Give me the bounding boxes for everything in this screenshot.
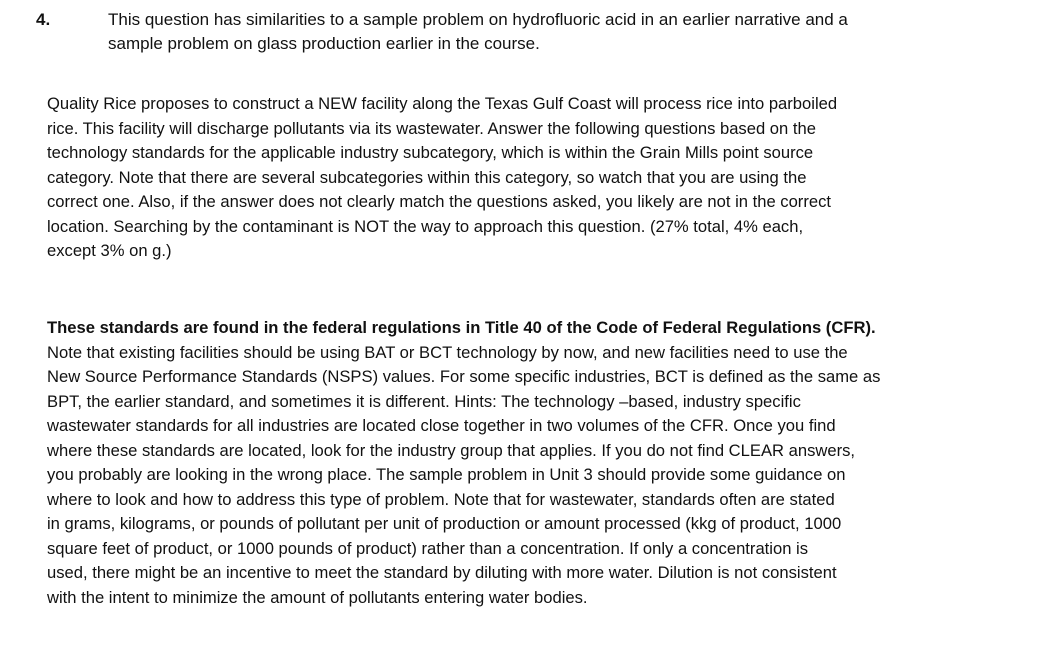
paragraph-line: BPT, the earlier standard, and sometimes it is different. Hints: The technology –based, industry specific <box>47 391 801 411</box>
paragraph-line: except 3% on g.) <box>47 241 172 260</box>
question-header <box>36 8 1026 56</box>
paragraph-line: technology standards for the applicable industry subcategory, which is within the Grain Mills point source <box>47 143 814 162</box>
paragraph-line: New Source Performance Standards (NSPS) values. For some specific industries, BCT is defined as the same as <box>47 367 881 386</box>
problem-statement-paragraph <box>47 92 1032 264</box>
paragraph-line: correct one. Also, if the answer does not clearly match the questions asked, you likely are not in the correct <box>47 192 831 211</box>
bold-heading-line: These standards are found in the federal regulations in Title 40 of the Code of Federal Regulations (CFR). <box>47 318 876 337</box>
paragraph-line: where to look and how to address this type of problem. Note that for wastewater, standards often are stated <box>47 489 835 509</box>
question-number: 4. <box>36 10 51 29</box>
paragraph-line: location. Searching by the contaminant is NOT the way to approach this question. (27% total, 4% each, <box>47 216 804 236</box>
paragraph-line: where these standards are located, look for the industry group that applies. If you do not find CLEAR answers, <box>47 440 856 460</box>
paragraph-line: in grams, kilograms, or pounds of pollutant per unit of production or amount processed (kkg of product, 1000 <box>47 514 842 533</box>
paragraph-line: square feet of product, or 1000 pounds of product) rather than a concentration. If only a concentration is <box>47 538 809 558</box>
paragraph-line: rice. This facility will discharge pollutants via its wastewater. Answer the following questions based on the <box>47 118 816 138</box>
paragraph-line: you probably are looking in the wrong place. The sample problem in Unit 3 should provide some guidance on <box>47 465 846 484</box>
paragraph-line: with the intent to minimize the amount of pollutants entering water bodies. <box>47 587 588 607</box>
standards-guidance-paragraph <box>47 316 1032 610</box>
paragraph-line: category. Note that there are several subcategories within this category, so watch that you are using the <box>47 167 807 187</box>
question-intro <box>108 8 1008 56</box>
paragraph-line: Quality Rice proposes to construct a NEW facility along the Texas Gulf Coast will process rice into parboiled <box>47 94 838 113</box>
paragraph-line: Note that existing facilities should be using BAT or BCT technology by now, and new facilities need to use the <box>47 342 848 362</box>
intro-line: This question has similarities to a sample problem on hydrofluoric acid in an earlier narrative and a <box>108 10 848 29</box>
paragraph-line: wastewater standards for all industries are located close together in two volumes of the CFR. Once you find <box>47 416 836 435</box>
intro-line: sample problem on glass production earlier in the course. <box>108 34 540 53</box>
paragraph-line: used, there might be an incentive to meet the standard by diluting with more water. Dilution is not consistent <box>47 563 837 582</box>
